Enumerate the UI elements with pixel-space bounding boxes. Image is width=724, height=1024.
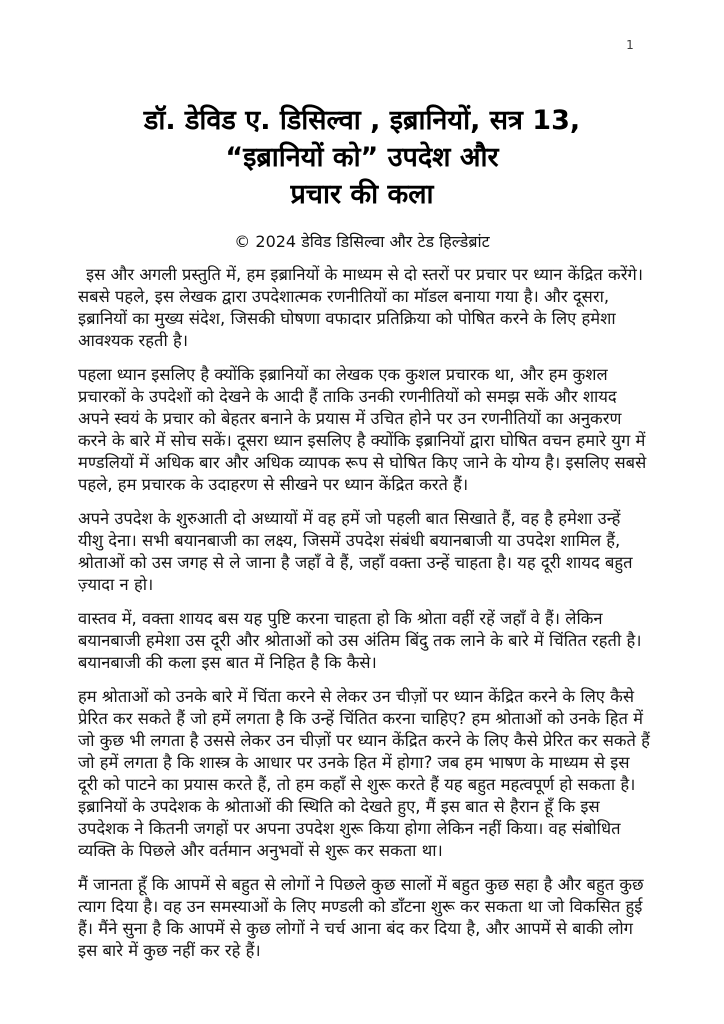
page-number: 1 xyxy=(626,38,634,52)
title-line-1: डॉ. डेविड ए. डिसिल्वा , इब्रानियों, सत्र 13, xyxy=(143,105,581,137)
title-line-2: “इब्रानियों को” उपदेश और xyxy=(225,142,499,174)
title-line-3: प्रचार की कला xyxy=(290,179,434,211)
body-paragraph: हम श्रोताओं को उनके बारे में चिंता करने से लेकर उन चीज़ों पर ध्यान केंद्रित करने के लिए कैसे प्रेरित कर सकते हैं जो हमें लगता है कि उन्हें चिंतित करना चाहिए? हम श्रोताओं को उनके हित में जो कुछ भी लगता है उससे लेकर उन चीज़ों पर ध्यान केंद्रित करने के लिए कैसे प्रेरित कर सकते हैं जो हमें लगता है कि शास्त्र के आधार पर उनके हित में होगा? जब हम भाषण के माध्यम से इस दूरी को पाटने का प्रयास करते हैं, तो हम कहाँ से शुरू करते हैं यह बहुत महत्वपूर्ण हो सकता है। इब्रानियों के उपदेशक के श्रोताओं की स्थिति को देखते हुए, मैं इस बात से हैरान हूँ कि इस उपदेशक ने कितनी जगहों पर अपना उपदेश शुरू किया होगा लेकिन नहीं किया। वह संबोधित व्यक्ति के पिछले और वर्तमान अनुभवों से शुरू कर सकता था। xyxy=(78,687,650,861)
document-title xyxy=(0,18,724,213)
copyright-line: © 2024 डेविड डिसिल्वा और टेड हिल्डेब्रांट xyxy=(234,232,490,252)
document-body xyxy=(78,264,650,962)
body-paragraph: अपने उपदेश के शुरुआती दो अध्यायों में वह हमें जो पहली बात सिखाते हैं, वह है हमेशा उन्हें यीशु देना। सभी बयानबाजी का लक्ष्य, जिसमें उपदेश संबंधी बयानबाजी या उपदेश शामिल हैं, श्रोताओं को उस जगह से ले जाना है जहाँ वे हैं, जहाँ वक्ता उन्हें चाहता है। यह दूरी शायद बहुत ज़्यादा न हो। xyxy=(78,509,633,595)
body-paragraph: मैं जानता हूँ कि आपमें से बहुत से लोगों ने पिछले कुछ सालों में बहुत कुछ सहा है और बहुत कुछ त्याग दिया है। वह उन समस्याओं के लिए मण्डली को डाँटना शुरू कर सकता था जो विकसित हुई हैं। मैंने सुना है कि आपमें से कुछ लोगों ने चर्च आना बंद कर दिया है, और आपमें से बाकी लोग इस बारे में कुछ नहीं कर रहे हैं। xyxy=(78,875,644,961)
body-paragraph: इस और अगली प्रस्तुति में, हम इब्रानियों के माध्यम से दो स्तरों पर प्रचार पर ध्यान केंद्रित करेंगे। सबसे पहले, इस लेखक द्वारा उपदेशात्मक रणनीतियों का मॉडल बनाया गया है। और दूसरा, इब्रानियों का मुख्य संदेश, जिसकी घोषणा वफादार प्रतिक्रिया को पोषित करने के लिए हमेशा आवश्यक रहती है। xyxy=(78,265,644,351)
body-paragraph: पहला ध्यान इसलिए है क्योंकि इब्रानियों का लेखक एक कुशल प्रचारक था, और हम कुशल प्रचारकों के उपदेशों को देखने के आदी हैं ताकि उनकी रणनीतियों को समझ सकें और शायद अपने स्वयं के प्रचार को बेहतर बनाने के प्रयास में उचित होने पर उन रणनीतियों का अनुकरण करने के बारे में सोच सकें। दूसरा ध्यान इसलिए है क्योंकि इब्रानियों द्वारा घोषित वचन हमारे युग में मण्डलियों में अधिक बार और अधिक व्यापक रूप से घोषित किए जाने के योग्य है। इसलिए सबसे पहले, हम प्रचारक के उदाहरण से सीखने पर ध्यान केंद्रित करते हैं। xyxy=(78,365,647,495)
body-paragraph: वास्तव में, वक्ता शायद बस यह पुष्टि करना चाहता हो कि श्रोता वहीं रहें जहाँ वे हैं। लेकिन बयानबाजी हमेशा उस दूरी और श्रोताओं को उस अंतिम बिंदु तक लाने के बारे में चिंतित रहती है। बयानबाजी की कला इस बात में निहित है कि कैसे। xyxy=(78,609,642,673)
